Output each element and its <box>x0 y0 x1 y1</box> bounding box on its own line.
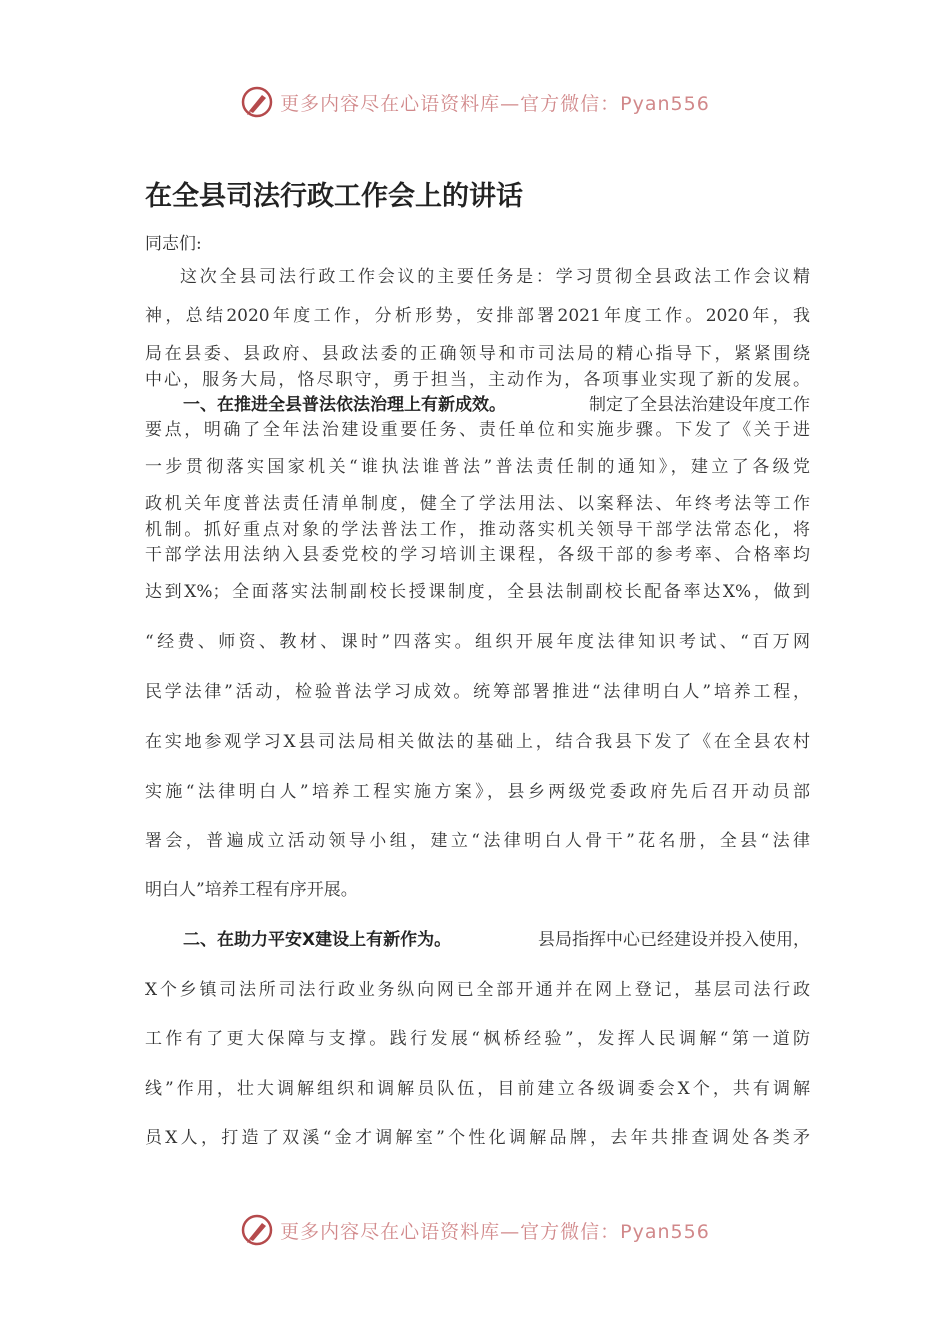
watermark-banner-top <box>0 80 950 124</box>
paragraph-line: 县局指挥中心已经建设并投入使用， <box>538 930 810 950</box>
paragraph-line: 干部学法用法纳入县委党校的学习培训主课程，各级干部的参考率、合格率均 <box>145 545 810 565</box>
greeting: 同志们: <box>145 234 202 254</box>
paragraph-line: 这次全县司法行政工作会议的主要任务是：学习贯彻全县政法工作会议精 <box>180 267 810 287</box>
paragraph-line: X个乡镇司法所司法行政业务纵向网已全部开通并在网上登记，基层司法行政 <box>145 980 810 1000</box>
paragraph-line: 制定了全县法治建设年度工作 <box>589 395 810 415</box>
paragraph-line: 要点，明确了全年法治建设重要任务、责任单位和实施步骤。下发了《关于进 <box>145 420 810 440</box>
section-heading-one: 一、在推进全县普法依法治理上有新成效。 <box>183 395 506 415</box>
paragraph-line: 神，总结2020年度工作，分析形势，安排部署2021年度工作。2020年，我 <box>145 306 810 326</box>
paragraph-line: 在实地参观学习X县司法局相关做法的基础上，结合我县下发了《在全县农村 <box>145 732 810 752</box>
paragraph-line: 中心，服务大局，恪尽职守，勇于担当，主动作为，各项事业实现了新的发展。 <box>145 370 810 390</box>
paragraph-line: 达到X%；全面落实法制副校长授课制度，全县法制副校长配备率达X%，做到 <box>145 582 810 602</box>
paragraph-line: 线”作用，壮大调解组织和调解员队伍，目前建立各级调委会X个，共有调解 <box>145 1079 810 1099</box>
watermark-text: 更多内容尽在心语资料库—官方微信：Pyan556 <box>280 1220 710 1243</box>
paragraph-line: 明白人”培养工程有序开展。 <box>145 880 358 900</box>
heading-line-one <box>183 393 810 417</box>
paragraph-line: 工作有了更大保障与支撑。践行发展“枫桥经验”，发挥人民调解“第一道防 <box>145 1029 810 1049</box>
watermark-text: 更多内容尽在心语资料库—官方微信：Pyan556 <box>280 92 710 115</box>
paragraph-line: 实施“法律明白人”培养工程实施方案》，县乡两级党委政府先后召开动员部 <box>145 782 810 802</box>
section-heading-two: 二、在助力平安X建设上有新作为。 <box>183 930 452 950</box>
heading-line-two <box>183 928 810 952</box>
paragraph-line: 局在县委、县政府、县政法委的正确领导和市司法局的精心指导下，紧紧围绕 <box>145 344 810 364</box>
watermark-banner-bottom <box>0 1208 950 1252</box>
paragraph-line: 员X人，打造了双溪“金才调解室”个性化调解品牌，去年共排查调处各类矛 <box>145 1128 810 1148</box>
paragraph-line: 民学法律”活动，检验普法学习成效。统筹部署推进“法律明白人”培养工程， <box>145 682 810 702</box>
pen-logo-icon <box>240 85 274 119</box>
pen-logo-icon <box>240 1213 274 1247</box>
paragraph-line: 政机关年度普法责任清单制度，健全了学法用法、以案释法、年终考法等工作 <box>145 494 810 514</box>
paragraph-line: 机制。抓好重点对象的学法普法工作，推动落实机关领导干部学法常态化，将 <box>145 520 810 540</box>
page-title: 在全县司法行政工作会上的讲话 <box>145 181 523 212</box>
paragraph-line: “经费、师资、教材、课时”四落实。组织开展年度法律知识考试、“百万网 <box>145 632 810 652</box>
paragraph-line: 一步贯彻落实国家机关“谁执法谁普法”普法责任制的通知》，建立了各级党 <box>145 457 810 477</box>
paragraph-line: 署会，普遍成立活动领导小组，建立“法律明白人骨干”花名册，全县“法律 <box>145 831 810 851</box>
